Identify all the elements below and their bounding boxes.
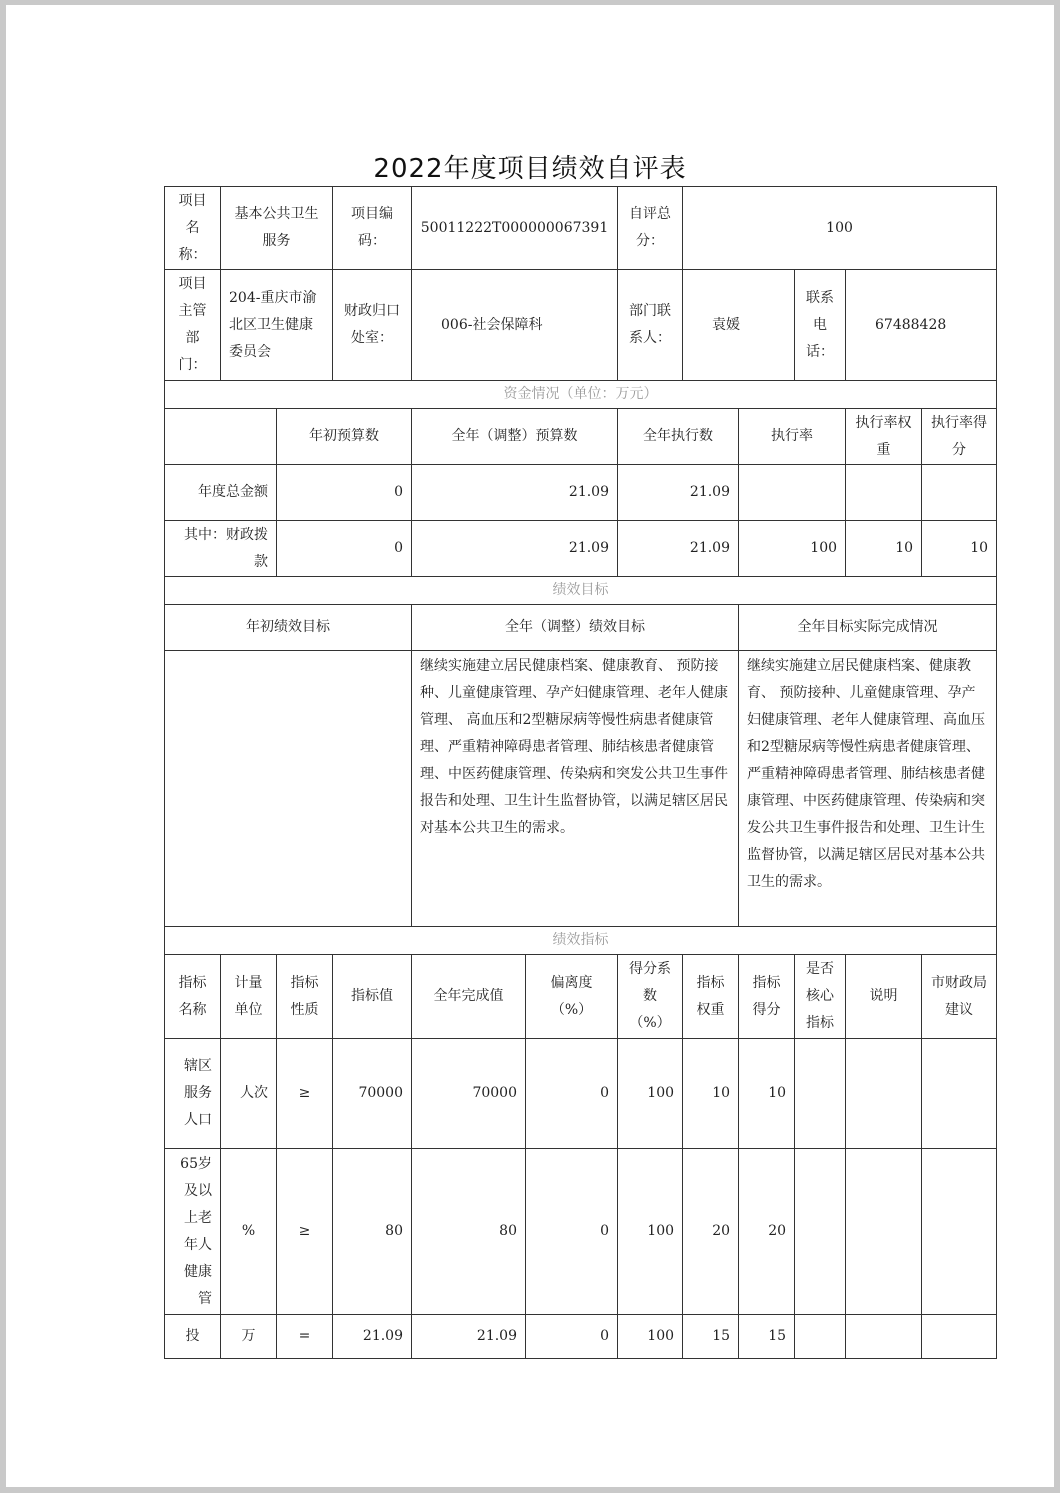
ind-coef: 100 xyxy=(618,1039,683,1149)
funds-row-weight xyxy=(846,465,922,521)
funds-row-adjusted: 21.09 xyxy=(412,465,618,521)
funds-row-label: 年度总金额 xyxy=(165,465,277,521)
ind-core xyxy=(795,1149,846,1315)
goals-actual-text: 继续实施建立居民健康档案、健康教育、 预防接种、儿童健康管理、孕产妇健康管理、老年人健康管理、高血压和2型糖尿病等慢性病患者健康管理、严重精神障碍患者管理、肺结核患者健康管理、中医药健康管理、传染病和突发公共卫生事件报告和处理、卫生计生监督协管，以满足辖区居民对基本公共卫生的需求。 xyxy=(739,651,997,927)
ind-header-coef: 得分系数（%） xyxy=(618,955,683,1039)
ind-name: 投 xyxy=(165,1315,221,1359)
goals-header-row xyxy=(165,605,997,651)
ind-target: 70000 xyxy=(333,1039,412,1149)
ind-header-weight: 指标权重 xyxy=(683,955,739,1039)
ind-deviation: 0 xyxy=(526,1039,618,1149)
funds-section-row xyxy=(165,381,997,409)
funds-row-executed: 21.09 xyxy=(618,521,739,577)
funds-row-label: 其中：财政拨款 xyxy=(165,521,277,577)
project-code-label: 项目编码： xyxy=(333,187,412,270)
contact-phone-value: 67488428 xyxy=(846,270,997,381)
funds-row-executed: 21.09 xyxy=(618,465,739,521)
goals-header-adjusted: 全年（调整）绩效目标 xyxy=(412,605,739,651)
ind-nature: ≥ xyxy=(277,1149,333,1315)
ind-score: 15 xyxy=(739,1315,795,1359)
contact-person-value: 袁媛 xyxy=(683,270,795,381)
ind-header-actual: 全年完成值 xyxy=(412,955,526,1039)
funds-header-budget: 年初预算数 xyxy=(277,409,412,465)
goals-initial-text xyxy=(165,651,412,927)
ind-weight: 20 xyxy=(683,1149,739,1315)
ind-header-note: 说明 xyxy=(846,955,922,1039)
page-title: 2022年度项目绩效自评表 xyxy=(373,154,687,184)
ind-target: 21.09 xyxy=(333,1315,412,1359)
ind-header-unit: 计量单位 xyxy=(221,955,277,1039)
funds-header-rate: 执行率 xyxy=(739,409,846,465)
funds-header-row xyxy=(165,409,997,465)
department-label: 项目主管部门： xyxy=(165,270,221,381)
funds-header-blank xyxy=(165,409,277,465)
department-value: 204-重庆市渝北区卫生健康委员会 xyxy=(221,270,333,381)
ind-note xyxy=(846,1039,922,1149)
ind-core xyxy=(795,1039,846,1149)
funds-row-rate: 100 xyxy=(739,521,846,577)
ind-target: 80 xyxy=(333,1149,412,1315)
ind-header-deviation: 偏离度（%） xyxy=(526,955,618,1039)
ind-actual: 80 xyxy=(412,1149,526,1315)
finance-office-value: 006-社会保障科 xyxy=(412,270,618,381)
ind-advice xyxy=(922,1149,997,1315)
self-score-label: 自评总分： xyxy=(618,187,683,270)
goals-adjusted-text: 继续实施建立居民健康档案、健康教育、 预防接种、儿童健康管理、孕产妇健康管理、老年人健康管理、 高血压和2型糖尿病等慢性病患者健康管理、严重精神障碍患者管理、肺结核患者健康管理、中医药健康管理、传染病和突发公共卫生事件报告和处理、卫生计生监督协管，以满足辖区居民对基本公共卫生的需求。 xyxy=(412,651,739,927)
indicators-section-row xyxy=(165,927,997,955)
ind-header-score: 指标得分 xyxy=(739,955,795,1039)
ind-header-nature: 指标性质 xyxy=(277,955,333,1039)
funds-row-budget: 0 xyxy=(277,521,412,577)
ind-score: 20 xyxy=(739,1149,795,1315)
funds-row-rate xyxy=(739,465,846,521)
ind-unit: 人次 xyxy=(221,1039,277,1149)
contact-person-label: 部门联系人： xyxy=(618,270,683,381)
goals-content-row xyxy=(165,651,997,927)
project-code-value: 50011222T000000067391 xyxy=(412,187,618,270)
funds-row-score: 10 xyxy=(922,521,997,577)
ind-actual: 21.09 xyxy=(412,1315,526,1359)
indicator-row xyxy=(165,1149,997,1315)
ind-header-name: 指标名称 xyxy=(165,955,221,1039)
finance-office-label: 财政归口处室： xyxy=(333,270,412,381)
ind-unit: 万 xyxy=(221,1315,277,1359)
indicators-header-row xyxy=(165,955,997,1039)
ind-nature: = xyxy=(277,1315,333,1359)
ind-weight: 10 xyxy=(683,1039,739,1149)
contact-phone-label: 联系电话： xyxy=(795,270,846,381)
ind-coef: 100 xyxy=(618,1315,683,1359)
indicators-section-title: 绩效指标 xyxy=(165,927,997,955)
funds-section-title: 资金情况（单位：万元） xyxy=(165,381,997,409)
ind-advice xyxy=(922,1039,997,1149)
funds-header-executed: 全年执行数 xyxy=(618,409,739,465)
funds-row-total xyxy=(165,465,997,521)
funds-row-score xyxy=(922,465,997,521)
ind-deviation: 0 xyxy=(526,1149,618,1315)
ind-nature: ≥ xyxy=(277,1039,333,1149)
ind-header-target: 指标值 xyxy=(333,955,412,1039)
ind-name: 辖区服务人口 xyxy=(165,1039,221,1149)
funds-row-budget: 0 xyxy=(277,465,412,521)
funds-header-adjusted: 全年（调整）预算数 xyxy=(412,409,618,465)
ind-actual: 70000 xyxy=(412,1039,526,1149)
funds-header-score: 执行率得分 xyxy=(922,409,997,465)
ind-note xyxy=(846,1315,922,1359)
ind-deviation: 0 xyxy=(526,1315,618,1359)
ind-core xyxy=(795,1315,846,1359)
info-row-2 xyxy=(165,270,997,381)
ind-weight: 15 xyxy=(683,1315,739,1359)
funds-header-weight: 执行率权重 xyxy=(846,409,922,465)
ind-score: 10 xyxy=(739,1039,795,1149)
goals-header-actual: 全年目标实际完成情况 xyxy=(739,605,997,651)
ind-header-core: 是否核心指标 xyxy=(795,955,846,1039)
goals-section-title: 绩效目标 xyxy=(165,577,997,605)
project-name-label: 项目名称： xyxy=(165,187,221,270)
indicator-row xyxy=(165,1039,997,1149)
project-name-value: 基本公共卫生服务 xyxy=(221,187,333,270)
ind-name: 65岁及以上老年人健康管 xyxy=(165,1149,221,1315)
funds-row-fiscal xyxy=(165,521,997,577)
funds-row-weight: 10 xyxy=(846,521,922,577)
funds-row-adjusted: 21.09 xyxy=(412,521,618,577)
goals-section-row xyxy=(165,577,997,605)
ind-note xyxy=(846,1149,922,1315)
evaluation-table xyxy=(164,186,997,1359)
ind-unit: % xyxy=(221,1149,277,1315)
ind-advice xyxy=(922,1315,997,1359)
indicator-row xyxy=(165,1315,997,1359)
self-score-value: 100 xyxy=(683,187,997,270)
ind-header-advice: 市财政局建议 xyxy=(922,955,997,1039)
ind-coef: 100 xyxy=(618,1149,683,1315)
info-row-1 xyxy=(165,187,997,270)
goals-header-initial: 年初绩效目标 xyxy=(165,605,412,651)
